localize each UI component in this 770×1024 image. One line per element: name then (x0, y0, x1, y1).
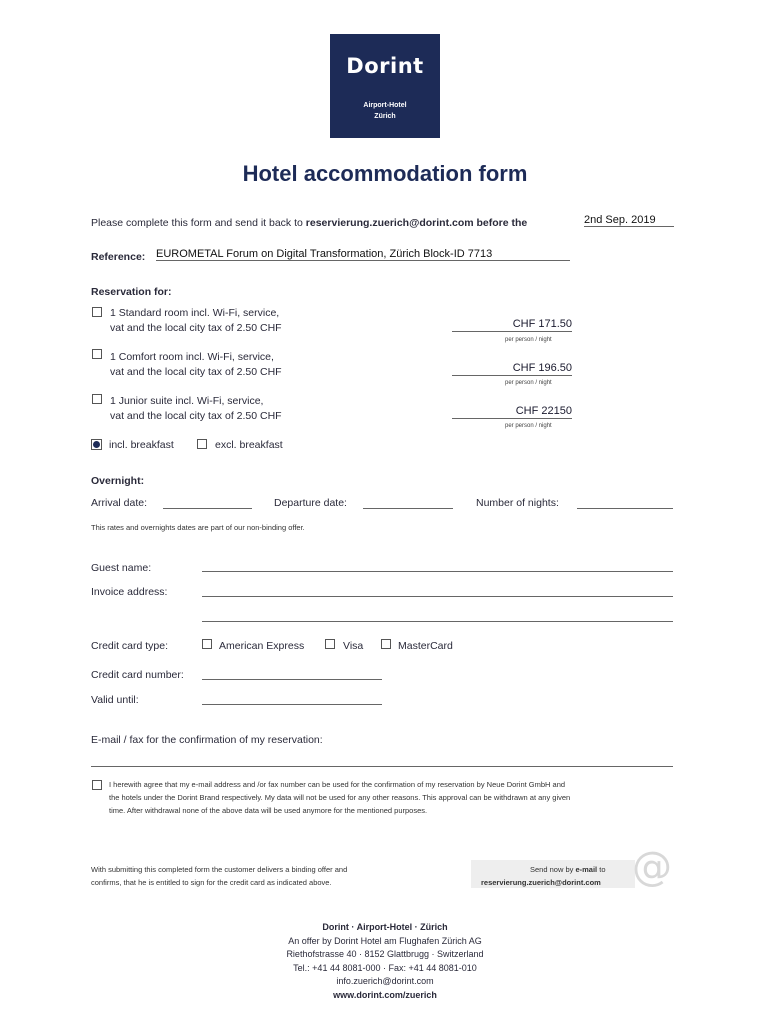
junior-suite-line2: vat and the local city tax of 2.50 CHF (110, 410, 282, 422)
send-now-line (530, 865, 606, 874)
footer-line1: Dorint · Airport-Hotel · Zürich (322, 922, 448, 932)
card-number-field[interactable] (202, 679, 382, 680)
reference-field[interactable]: EUROMETAL Forum on Digital Transformation, Zürich Block-ID 7713 (156, 248, 570, 261)
consent-line2: the hotels under the Dorint Brand respectively. My data will not be used for any other reasons. This approval can be withdrawn at any given (109, 793, 571, 802)
arrival-field[interactable] (163, 508, 252, 509)
send-now-prefix: Send now by (530, 865, 574, 874)
consent-line3: time. After withdrawal none of the above data will be used anymore for the mentioned purposes. (109, 806, 428, 815)
departure-label: Departure date: (274, 497, 347, 509)
footer-line6[interactable]: www.dorint.com/zuerich (333, 989, 437, 1000)
excl-breakfast-checkbox[interactable] (197, 439, 207, 449)
guest-name-label: Guest name: (91, 562, 152, 574)
footer (0, 921, 770, 1002)
departure-field[interactable] (363, 508, 453, 509)
send-now-suffix: to (599, 865, 606, 874)
footer-line3: Riethofstrasse 40 · 8152 Glattbrugg · Switzerland (286, 949, 484, 959)
standard-room-line1: 1 Standard room incl. Wi-Fi, service, (110, 307, 280, 319)
amex-checkbox[interactable] (202, 639, 212, 649)
arrival-label: Arrival date: (91, 497, 148, 509)
submit-note-line1: With submitting this completed form the customer delivers a binding offer and (91, 865, 348, 874)
consent-line1: I herewith agree that my e-mail address and /or fax number can be used for the confirmation of my reservation by Neue Dorint GmbH and (109, 780, 566, 789)
intro-before: before the (476, 217, 528, 229)
standard-room-price: CHF 171.50 (452, 318, 572, 332)
amex-label: American Express (219, 640, 305, 652)
logo-brand: Dorint (346, 54, 424, 78)
send-email-link[interactable]: reservierung.zuerich@dorint.com (481, 878, 601, 887)
junior-suite-checkbox[interactable] (92, 394, 102, 404)
comfort-room-checkbox[interactable] (92, 349, 102, 359)
junior-suite-unit: per person / night (505, 423, 552, 429)
standard-room-unit: per person / night (505, 337, 552, 343)
intro-text: Please complete this form and send it back to (91, 217, 303, 229)
logo-line1: Airport-Hotel (363, 102, 407, 109)
nights-label: Number of nights: (476, 497, 559, 509)
comfort-room-price: CHF 196.50 (452, 362, 572, 376)
footer-line4: Tel.: +41 44 8081-000 · Fax: +41 44 8081-010 (293, 962, 477, 973)
consent-checkbox[interactable] (92, 780, 102, 790)
excl-breakfast-label: excl. breakfast (215, 439, 283, 451)
nights-field[interactable] (577, 508, 673, 509)
send-now-bold: e-mail (575, 865, 598, 874)
guest-name-field[interactable] (202, 571, 673, 572)
mastercard-label: MasterCard (398, 640, 453, 652)
mastercard-checkbox[interactable] (381, 639, 391, 649)
email-fax-label: E-mail / fax for the confirmation of my reservation: (91, 734, 323, 746)
comfort-room-line1: 1 Comfort room incl. Wi-Fi, service, (110, 351, 274, 363)
comfort-room-unit: per person / night (505, 380, 552, 386)
page-title: Hotel accommodation form (242, 161, 528, 186)
deadline-field[interactable]: 2nd Sep. 2019 (584, 214, 674, 227)
reservation-heading: Reservation for: (91, 286, 172, 298)
valid-until-label: Valid until: (91, 694, 139, 706)
visa-checkbox[interactable] (325, 639, 335, 649)
footer-line2: An offer by Dorint Hotel am Flughafen Zürich AG (288, 935, 482, 946)
submit-note-line2: confirms, that he is entitled to sign for the credit card as indicated above. (91, 878, 332, 887)
credit-card-type-label: Credit card type: (91, 640, 169, 652)
incl-breakfast-label: incl. breakfast (109, 439, 174, 451)
invoice-address-field-2[interactable] (202, 621, 673, 622)
incl-breakfast-radio[interactable] (91, 439, 102, 450)
invoice-address-label: Invoice address: (91, 586, 168, 598)
intro-line (91, 217, 527, 229)
footer-line5[interactable]: info.zuerich@dorint.com (336, 976, 434, 986)
comfort-room-line2: vat and the local city tax of 2.50 CHF (110, 366, 282, 378)
visa-label: Visa (343, 640, 364, 652)
logo-line2: Zürich (374, 113, 396, 120)
standard-room-line2: vat and the local city tax of 2.50 CHF (110, 322, 282, 334)
at-icon: @ (632, 844, 672, 890)
intro-email: reservierung.zuerich@dorint.com (305, 217, 474, 229)
hotel-logo (330, 34, 440, 138)
junior-suite-price: CHF 22150 (452, 405, 572, 419)
card-number-label: Credit card number: (91, 669, 184, 681)
overnight-heading: Overnight: (91, 475, 145, 487)
reference-label: Reference: (91, 251, 146, 263)
valid-until-field[interactable] (202, 704, 382, 705)
overnight-note: This rates and overnights dates are part of our non-binding offer. (91, 523, 305, 532)
junior-suite-line1: 1 Junior suite incl. Wi-Fi, service, (110, 395, 264, 407)
invoice-address-field-1[interactable] (202, 596, 673, 597)
email-fax-field[interactable] (91, 766, 673, 767)
standard-room-checkbox[interactable] (92, 307, 102, 317)
